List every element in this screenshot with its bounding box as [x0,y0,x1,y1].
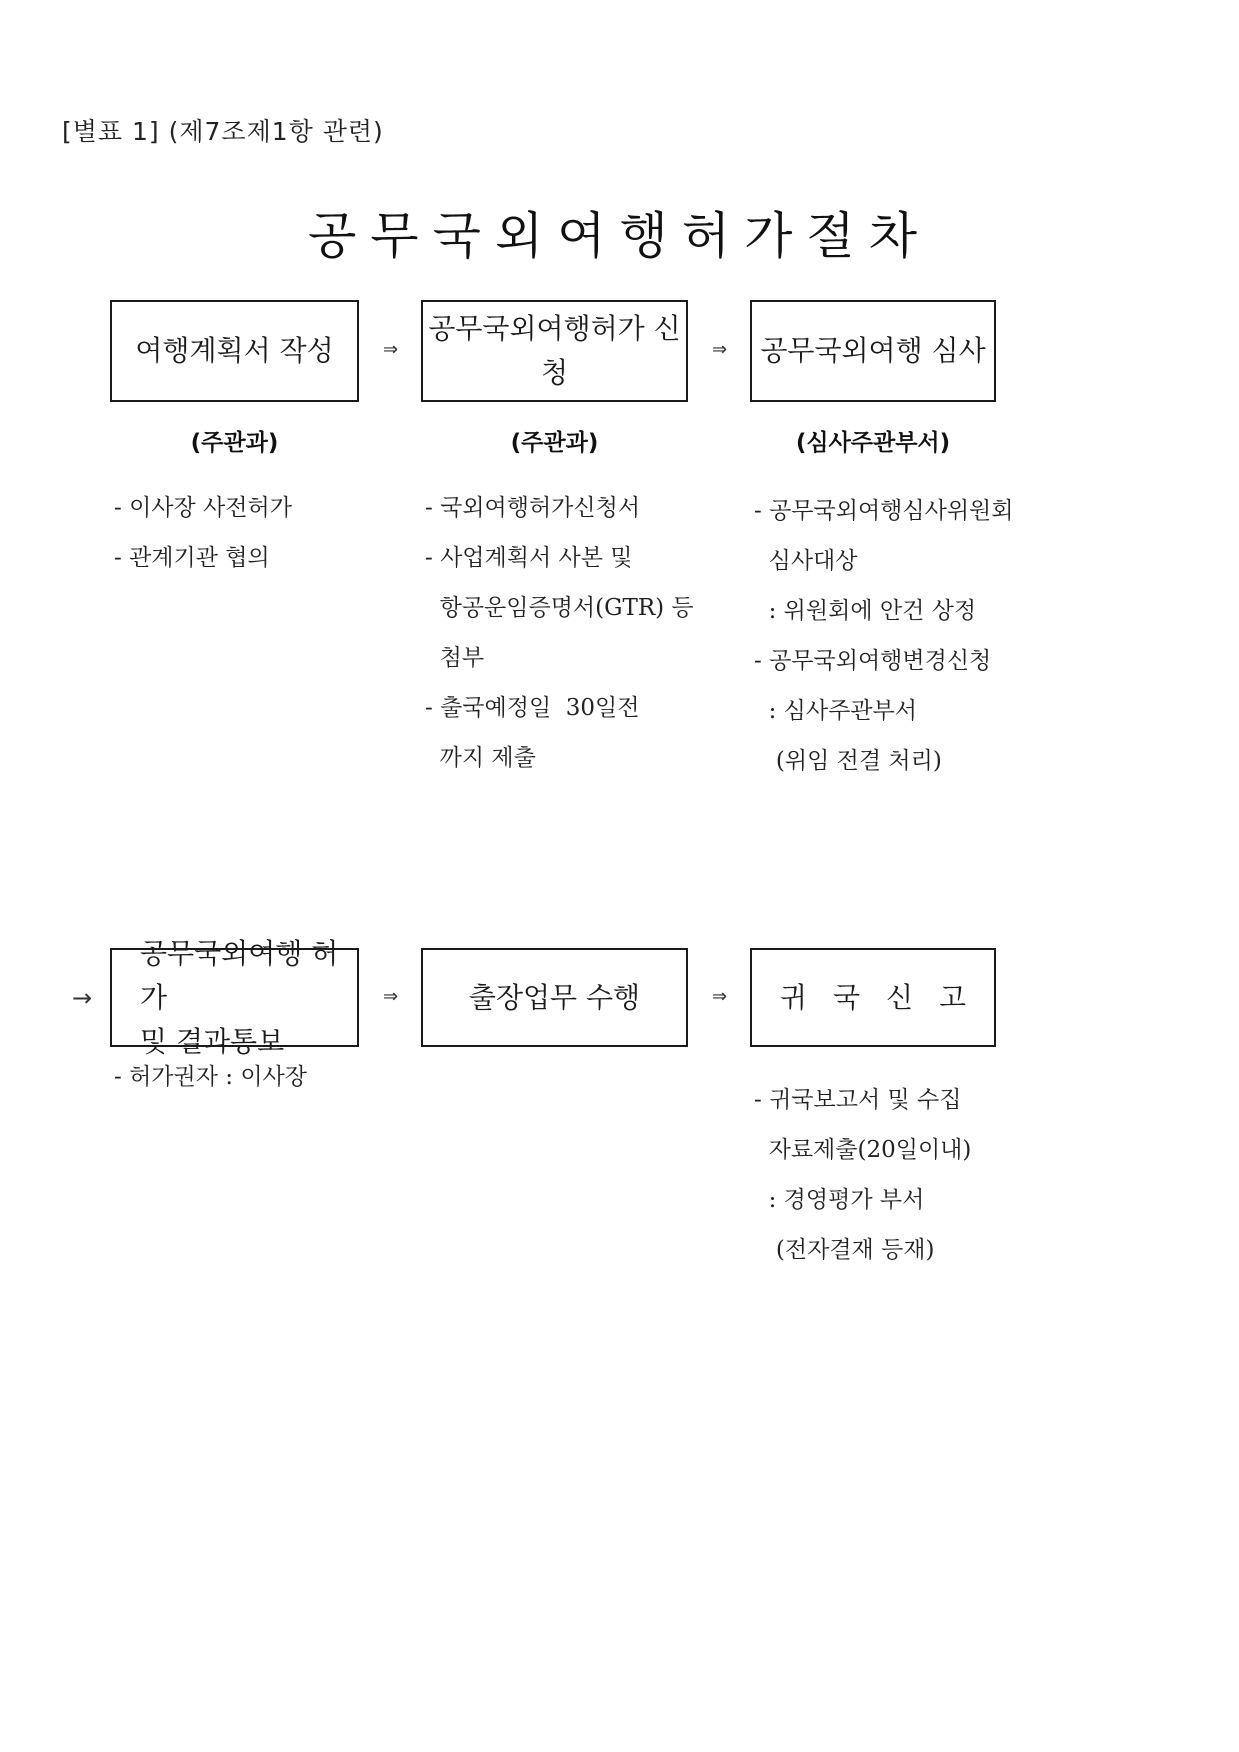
step-label: 공무국외여행 심사 [760,334,986,367]
note-line: - 관계기관 협의 [114,545,270,571]
notes-list [754,1075,971,1275]
step-box-permit-notice [110,936,359,1058]
step-label-line: 및 결과통보 [140,1024,285,1058]
note-line: - 사업계획서 사본 및 [425,545,633,571]
note-line: 자료제출(20일이내) [754,1137,972,1163]
notes-list [114,483,292,583]
page-title: 공무국외여행허가절차 [308,207,931,265]
notes-list [425,483,694,783]
step-label: 출장업무 수행 [468,980,641,1014]
step-box-review [750,300,996,402]
note-line: (위임 전결 처리) [754,748,942,774]
note-line: : 경영평가 부서 [754,1187,925,1213]
notes-list [114,1052,307,1102]
note-line: (전자결재 등재) [754,1237,935,1263]
step-label: 귀국신고 [779,980,993,1014]
flow-arrow: ⇒ [383,339,399,360]
note-line: - 출국예정일 30일전 [425,695,640,721]
note-line: : 위원회에 안건 상정 [754,598,977,624]
flow-arrow: ⇒ [712,986,728,1007]
step-box-return-report [750,948,996,1047]
flow-arrow: ⇒ [712,339,728,360]
note-line: 첨부 [425,645,485,671]
dept-label: (주관과) [190,430,279,456]
note-line: - 이사장 사전허가 [114,495,292,521]
note-line: - 귀국보고서 및 수집 [754,1087,962,1113]
note-line: - 허가권자 : 이사장 [114,1064,307,1090]
notes-list [754,486,1013,786]
dept-label: (심사주관부서) [795,430,951,456]
note-line: : 심사주관부서 [754,698,917,724]
continuation-arrow: → [72,984,93,1012]
dept-label: (주관과) [510,430,599,456]
note-line: - 국외여행허가신청서 [425,495,641,521]
step-label: 여행계획서 작성 [135,334,334,367]
step-label-line: 공무국외여행 허가 [140,936,339,1014]
note-line: - 공무국외여행심사위원회 [754,498,1014,524]
note-line: 항공운임증명서(GTR) 등 [425,595,694,621]
flow-arrow: ⇒ [383,986,399,1007]
step-label: 공무국외여행허가 신청 [428,312,681,389]
note-line: 심사대상 [754,548,858,574]
step-box-business-trip [421,948,688,1047]
step-box-permit-application [421,300,688,402]
annex-label: [별표 1] (제7조제1항 관련) [62,117,384,146]
note-line: 까지 제출 [425,745,536,771]
step-box-travel-plan [110,300,359,402]
note-line: - 공무국외여행변경신청 [754,648,992,674]
